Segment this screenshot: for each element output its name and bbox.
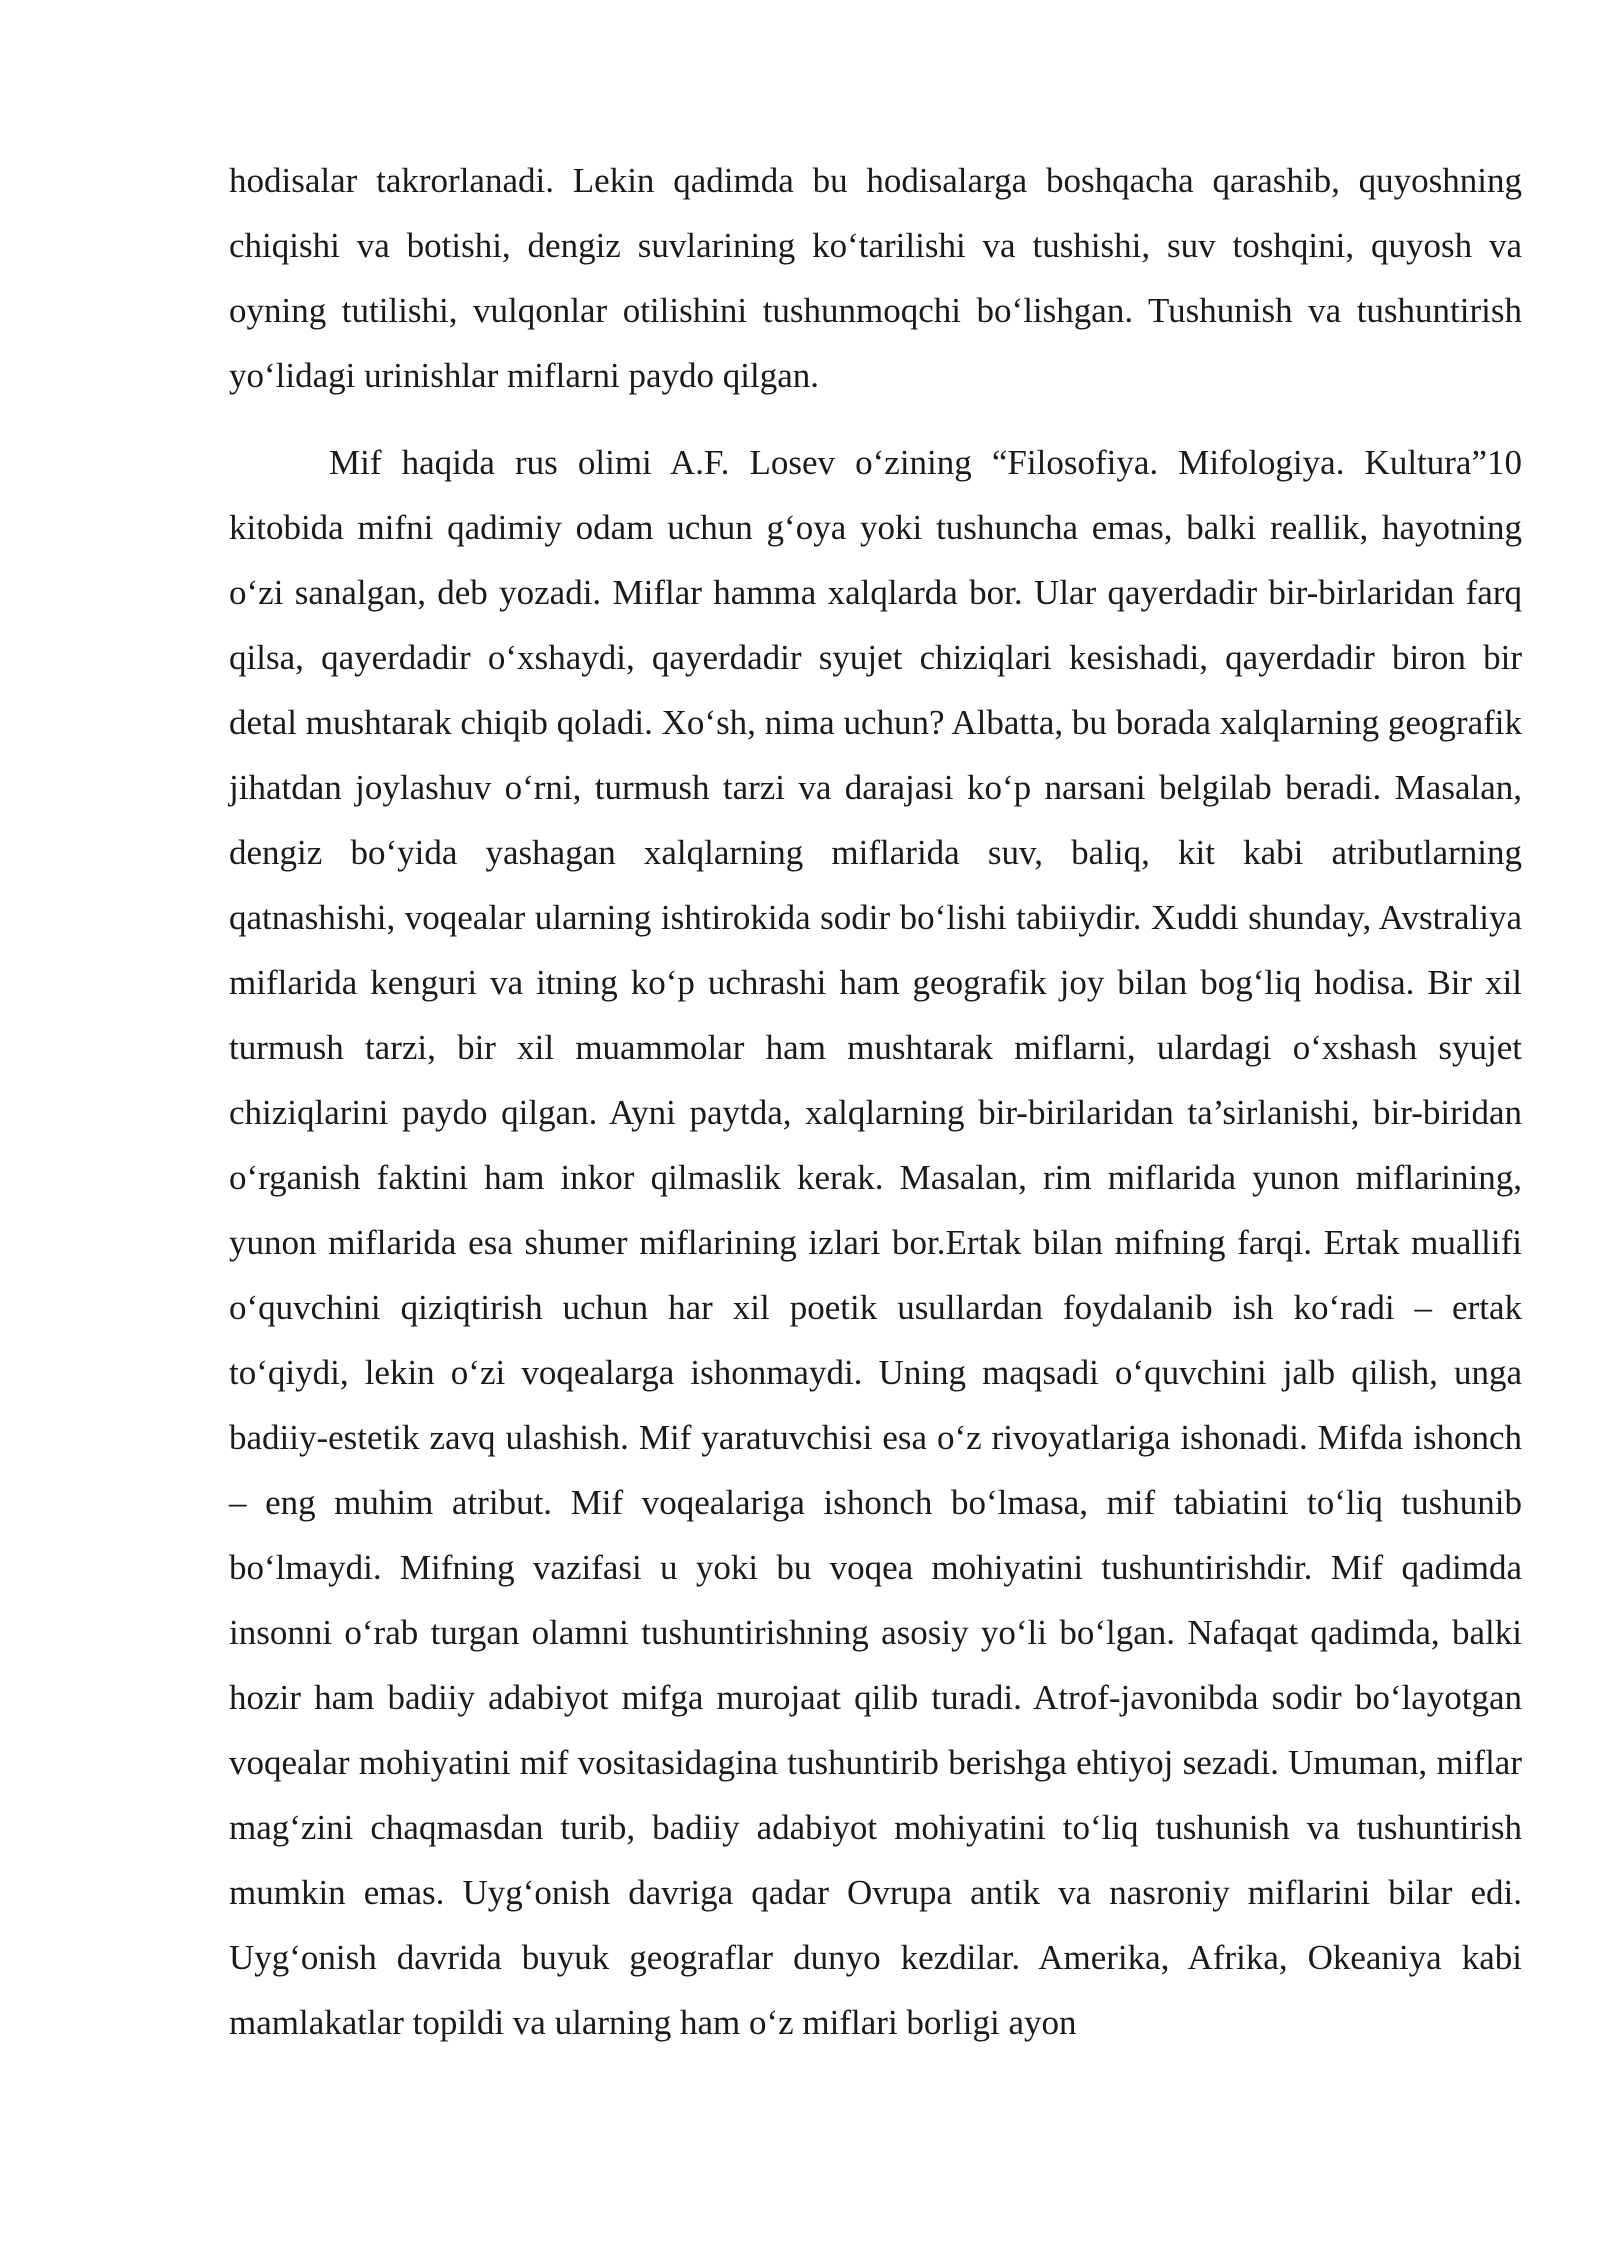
- document-body: [229, 148, 1522, 2055]
- paragraph-continuation: hodisalar takrorlanadi. Lekin qadimda bu hodisalarga boshqacha qarashib, quyoshning chiqishi va botishi, dengiz suvlarining ko‘tarilishi va tushishi, suv toshqini, quyosh va oyning tutilishi, vulqonlar otilishini tushunmoqchi bo‘lishgan. Tushunish va tushuntirish yo‘lidagi urinishlar miflarni paydo qilgan.: [229, 161, 1522, 395]
- paragraph-mif-losev: Mif haqida rus olimi A.F. Losev o‘zining “Filosofiya. Mifologiya. Kultura”10 kitobida mifni qadimiy odam uchun g‘oya yoki tushuncha emas, balki reallik, hayotning o‘zi sanalgan, deb yozadi. Miflar hamma xalqlarda bor. Ular qayerdadir bir-birlaridan farq qilsa, qayerdadir o‘xshaydi, qayerdadir syujet chiziqlari kesishadi, qayerdadir biron bir detal mushtarak chiqib qoladi. Xo‘sh, nima uchun? Albatta, bu borada xalqlarning geografik jihatdan joylashuv o‘rni, turmush tarzi va darajasi ko‘p narsani belgilab beradi. Masalan, dengiz bo‘yida yashagan xalqlarning miflarida suv, baliq, kit kabi atributlarning qatnashishi, voqealar ularning ishtirokida sodir bo‘lishi tabiiydir. Xuddi shunday, Avstraliya miflarida kenguri va itning ko‘p uchrashi ham geografik joy bilan bog‘liq hodisa. Bir xil turmush tarzi, bir xil muammolar ham mushtarak miflarni, ulardagi o‘xshash syujet chiziqlarini paydo qilgan. Ayni paytda, xalqlarning bir-birilaridan ta’sirlanishi, bir-biridan o‘rganish faktini ham inkor qilmaslik kerak. Masalan, rim miflarida yunon miflarining, yunon miflarida esa shumer miflarining izlari bor.Ertak bilan mifning farqi. Ertak muallifi o‘quvchini qiziqtirish uchun har xil poetik usullardan foydalanib ish ko‘radi – ertak to‘qiydi, lekin o‘zi voqealarga ishonmaydi. Uning maqsadi o‘quvchini jalb qilish, unga badiiy-estetik zavq ulashish. Mif yaratuvchisi esa o‘z rivoyatlariga ishonadi. Mifda ishonch – eng muhim atribut. Mif voqealariga ishonch bo‘lmasa, mif tabiatini to‘liq tushunib bo‘lmaydi. Mifning vazifasi u yoki bu voqea mohiyatini tushuntirishdir. Mif qadimda insonni o‘rab turgan olamni tushuntirishning asosiy yo‘li bo‘lgan. Nafaqat qadimda, balki hozir ham badiiy adabiyot mifga murojaat qilib turadi. Atrof-javonibda sodir bo‘layotgan voqealar mohiyatini mif vositasidagina tushuntirib berishga ehtiyoj sezadi. Umuman, miflar mag‘zini chaqmasdan turib, badiiy adabiyot mohiyatini to‘liq tushunish va tushuntirish mumkin emas. Uyg‘onish davriga qadar Ovrupa antik va nasroniy miflarini bilar edi. Uyg‘onish davrida buyuk geograflar dunyo kezdilar. Amerika, Afrika, Okeaniya kabi mamlakatlar topildi va ularning ham o‘z miflari borligi ayon: [229, 443, 1522, 2042]
